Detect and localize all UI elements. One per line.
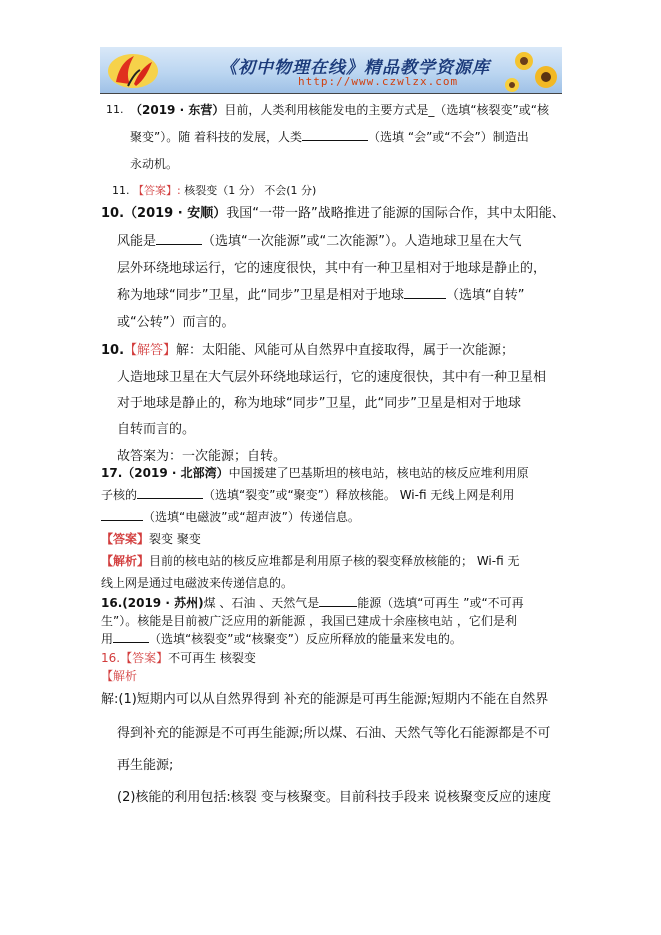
question-text: （选填“核裂变”或“核聚变”）反应所释放的能量来发电的。 [149,632,462,646]
question-17-line3 [101,508,360,525]
question-text: （选填 “会”或“不会”）制造出 [368,130,529,144]
question-text: 我国“一带一路”战略推进了能源的国际合作，其中太阳能、 [226,206,565,221]
sunflower-icon [502,47,562,93]
question-text: 煤 、石油 、天然气是 [203,596,320,610]
answer-number: 11. [112,184,130,197]
question-11 [130,101,549,118]
question-text: 生”）。核能是目前被广泛应用的新能源 ，我国已建成十余座核电站 ，它们是利 [101,614,517,628]
answer-17 [101,530,201,547]
question-source: (2019 · 苏州) [122,596,204,610]
answer-11 [112,182,316,198]
answer-10 [101,339,514,358]
question-16 [101,594,524,611]
explanation-text: 目前的核电站的核反应堆都是利用原子核的裂变释放核能的； Wi-fi 无 [149,554,520,568]
answer-blank [302,128,368,141]
question-text: 称为地球“同步”卫星，此“同步”卫星是相对于地球 [117,288,404,303]
answer-blank [404,286,446,299]
question-17 [101,464,529,481]
answer-text: 裂变 聚变 [149,532,201,546]
question-10-line4 [117,284,524,303]
answer-text: 自转而言的。 [117,422,196,437]
answer-tag: 【答案】 [120,651,169,665]
question-source: （2019 · 东营） [130,103,225,117]
question-17-line2 [101,486,514,503]
question-source: （2019 · 北部湾） [122,466,229,480]
answer-blank [113,630,149,643]
answer-number: 16. [101,651,121,665]
answer-text: 核裂变（1 分） 不会(1 分) [184,184,317,197]
question-text: 层外环绕地球运行，它的速度很快，其中有一种卫星相对于地球是静止的， [117,261,547,276]
answer-text: 不可再生 核裂变 [168,651,256,665]
answer-blank [156,232,202,245]
header-banner [100,47,562,93]
question-number: 11. [106,103,124,116]
question-text: 风能是 [117,234,157,249]
explanation-text: 解:(1)短期内可以从自然界得到 补充的能源是可再生能源;短期内不能在自然界 [101,692,549,707]
answer-tag: 【解答】 [124,343,177,358]
header-divider [100,93,562,94]
explanation-text: 再生能源; [117,758,174,773]
answer-text: 故答案为：一次能源；自转。 [117,449,287,464]
question-text: 子核的 [101,488,138,502]
answer-blank [101,508,143,521]
site-logo-icon [106,52,160,90]
explanation-17 [101,552,519,569]
explanation-tag: 【解析 [101,669,138,683]
answer-blank [137,486,203,499]
question-text: （选填“电磁波”或“超声波”）传递信息。 [143,510,360,524]
answer-number: 10. [101,343,125,358]
question-number: 10. [101,206,125,221]
question-text: 永动机。 [130,157,179,171]
explanation-text: (2)核能的利用包括:核裂 变与核聚变。目前科技手段来 说核聚变反应的速度 [117,790,552,805]
question-text: 能源（选填“可再生 ”或“不可再 [357,596,524,610]
question-16-line3 [101,630,462,647]
question-source: （2019 · 安顺） [124,206,227,221]
question-10-line2 [117,230,521,249]
explanation-text: 线上网是通过电磁波来传递信息的。 [101,576,294,590]
answer-blank [319,594,357,607]
question-text: 目前，人类利用核能发电的主要方式是_（选填“核裂变”或“核 [224,103,549,117]
banner-title: 《初中物理在线》精品教学资源库 [220,58,490,78]
question-number: 17. [101,466,123,480]
explanation-text: 得到补充的能源是不可再生能源;所以煤、石油、天然气等化石能源都是不可 [117,726,551,741]
banner-url[interactable]: http://www.czwlzx.com [298,75,459,88]
question-text: 中国援建了巴基斯坦的核电站，核电站的核反应堆利用原 [228,466,529,480]
question-text: 聚变”）。随 着科技的发展，人类 [130,130,303,144]
question-text: （选填“裂变”或“聚变”）释放核能。 Wi-fi 无线上网是利用 [203,488,515,502]
question-11-line2 [130,128,529,145]
question-text: 用 [101,632,114,646]
answer-16 [101,649,256,666]
answer-text: 对于地球是静止的，称为地球“同步”卫星，此“同步”卫星是相对于地球 [117,396,521,411]
answer-tag: 【答案】: [133,184,181,197]
question-10 [101,202,565,221]
answer-text: 解：太阳能、风能可从自然界中直接取得，属于一次能源； [176,343,515,358]
question-number: 16. [101,596,123,610]
explanation-tag: 【解析】 [101,554,150,568]
question-text: （选填“自转” [445,288,525,303]
answer-tag: 【答案】 [101,532,150,546]
question-text: 或“公转”）而言的。 [117,315,235,330]
question-text: （选填“一次能源”或“二次能源”）。人造地球卫星在大气 [202,234,522,249]
answer-text: 人造地球卫星在大气层外环绕地球运行，它的速度很快，其中有一种卫星相 [117,370,547,385]
